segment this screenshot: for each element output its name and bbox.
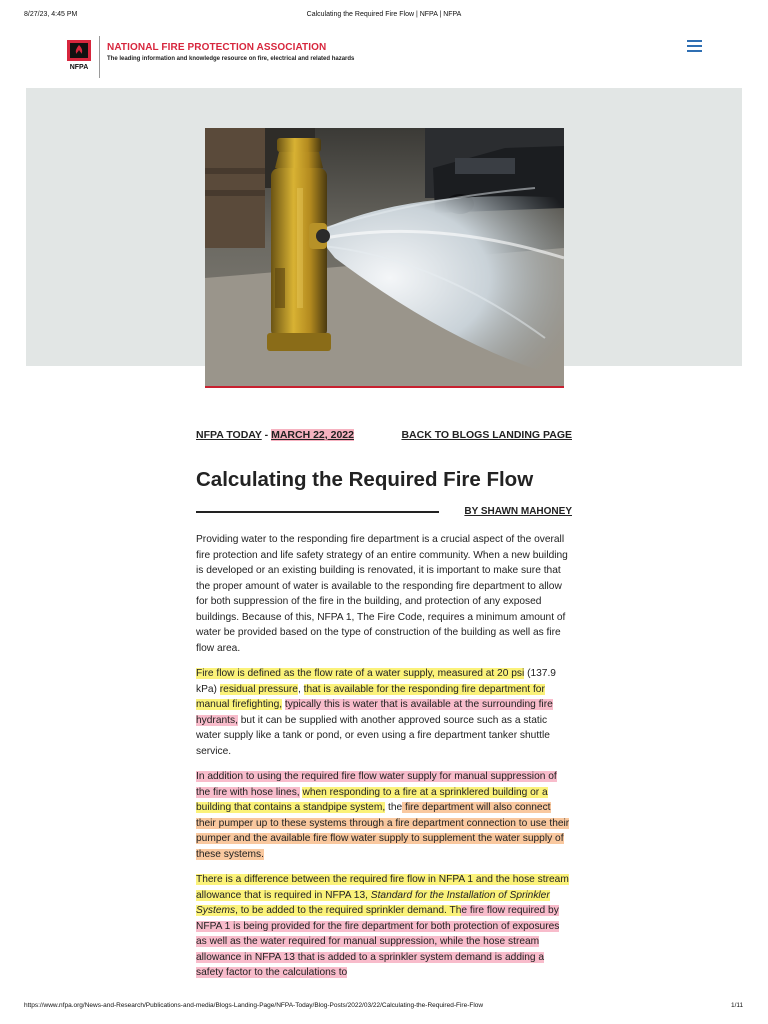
nfpa-logo-icon[interactable] [64, 40, 94, 70]
category-link[interactable]: NFPA TODAY [196, 429, 262, 441]
text-segment: , [297, 683, 304, 695]
text-segment: e fire flow required by NFPA 1 is being provided for the fire department for both protection of exposures as well as the water required for manual suppression, while the hose stream allowance in NFPA 13 that is added to a sprinkler system demand is adding a safety factor to the calculations to [196, 905, 560, 978]
logo-text: NFPA [69, 64, 89, 70]
print-datetime: 8/27/23, 4:45 PM [24, 11, 78, 18]
text-segment: residual pressure [219, 683, 298, 695]
logo-divider [99, 36, 100, 78]
site-header [0, 34, 768, 80]
text-segment: but it can be supplied with another approved source such as a static water supply like a tank or pond, or even using a fire department tanker shuttle service. [196, 714, 550, 757]
print-url: https://www.nfpa.org/News-and-Research/Publications-and-media/Blogs-Landing-Page/NFPA-Today/Blog-Posts/2022/03/22/Calculating-the-Required-Fire-Flow [24, 1002, 484, 1009]
org-name[interactable]: NATIONAL FIRE PROTECTION ASSOCIATION [107, 42, 327, 53]
text-segment: , to be added to the required sprinkler demand. Th [235, 905, 462, 916]
text-segment: In addition to using the required fire flow water supply for manual suppression of the fire with hose lines, [196, 771, 557, 798]
text-segment: fire department will also connect their pumper up to these systems through a fire department connection to use their pumper and the available fire flow water supply to supplement the water supply of these systems. [196, 802, 570, 860]
fire-hydrant-photo [205, 128, 564, 388]
text-segment: There is a difference between the required fire flow in NFPA 1 and the hose stream allowance that is required in NFPA 13, [196, 874, 569, 901]
article-meta [196, 428, 572, 460]
print-header [0, 11, 768, 23]
text-segment: (137.9 kPa) [196, 668, 556, 695]
title-divider [196, 511, 439, 513]
back-link-wrapper [401, 428, 572, 443]
text-segment: Standard for the Installation of Sprinkler Systems [196, 889, 550, 916]
print-page-number: 1/11 [731, 1002, 744, 1009]
text-segment: the [385, 802, 403, 813]
text-segment: that is available for the responding fire department for manual firefighting, [196, 683, 545, 710]
article-body [196, 532, 572, 991]
paragraph-1: Providing water to the responding fire department is a crucial aspect of the overall fire protection and life safety strategy of an entire community. When a new building is developed or an existing building is renovated, it is important to make sure that the proper amount of water is available to the responding fire department to allow for both suppression of the fire in the building, and protection of any exposed buildings. Because of this, NFPA 1, The Fire Code, requires a minimum amount of water be provided based on the type of construction of the building as well as fire flow area. [196, 534, 568, 654]
back-to-blogs-link[interactable]: BACK TO BLOGS LANDING PAGE [401, 429, 572, 441]
article-date: MARCH 22, 2022 [271, 429, 354, 441]
article-category-date [196, 428, 386, 443]
paragraph-3 [196, 769, 572, 862]
hamburger-menu-icon[interactable] [687, 40, 702, 52]
paragraph-2 [196, 666, 572, 759]
text-segment: typically this is water that is available at the surrounding fire hydrants, [196, 699, 553, 726]
text-segment: Fire flow is defined as the flow rate of a water supply, measured at 20 psi [196, 668, 525, 679]
text-segment: when responding to a fire at a sprinklered building or a building that contains a standpipe system, [196, 786, 548, 813]
article-title: Calculating the Required Fire Flow [196, 468, 534, 491]
paragraph-4 [196, 872, 572, 981]
print-page-title: Calculating the Required Fire Flow | NFPA | NFPA [306, 11, 462, 18]
author-byline[interactable]: BY SHAWN MAHONEY [464, 506, 572, 517]
meta-separator: - [261, 429, 272, 441]
org-tagline: The leading information and knowledge resource on fire, electrical and related hazards [107, 56, 355, 62]
